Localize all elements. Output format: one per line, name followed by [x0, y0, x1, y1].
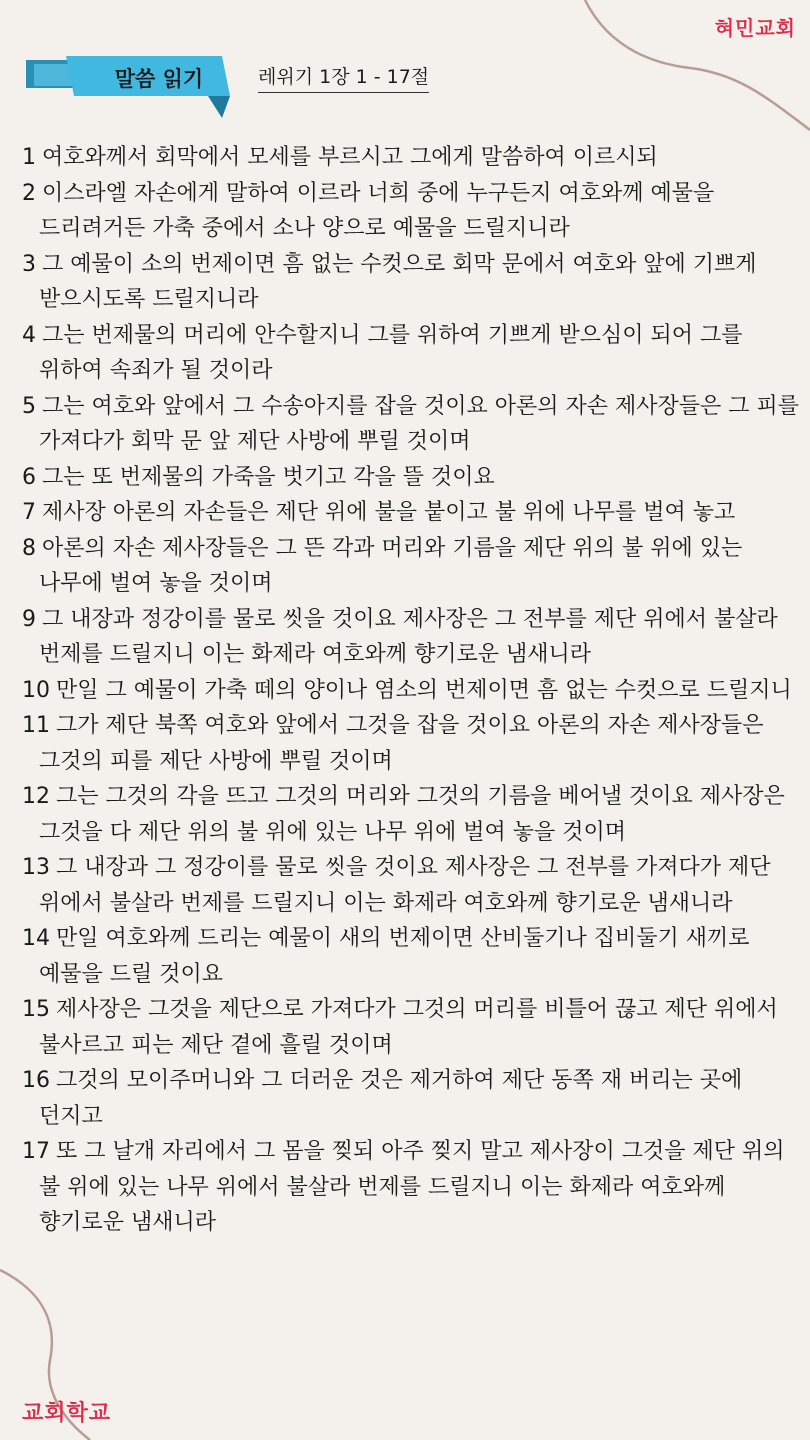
- verse-number: 12: [22, 784, 50, 809]
- verse-text: 그는 그것의 각을 뜨고 그것의 머리와 그것의 기름을 베어낼 것이요 제사장은 그것을 다 제단 위의 불 위에 있는 나무 위에 벌여 놓을 것이며: [39, 784, 785, 845]
- verse-number: 8: [22, 535, 36, 561]
- verse-text: 그는 여호와 앞에서 그 수송아지를 잡을 것이요 아론의 자손 제사장들은 그 피를 가져다가 회막 문 앞 제단 사방에 뿌릴 것이며: [39, 393, 799, 454]
- section-badge: [26, 56, 230, 118]
- verse-16: [22, 1063, 800, 1134]
- verse-text: 그것의 모이주머니와 그 더러운 것은 제거하여 제단 동쪽 재 버리는 곳에 던지고: [39, 1068, 743, 1129]
- verse-6: [22, 460, 800, 496]
- verse-text: 또 그 날개 자리에서 그 몸을 찢되 아주 찢지 말고 제사장이 그것을 제단 위의 불 위에 있는 나무 위에서 불살라 번제를 드릴지니 이는 화제라 여호와께 향기로운 냄새니라: [39, 1139, 785, 1235]
- verse-number: 4: [22, 322, 36, 348]
- verse-1: [22, 140, 800, 176]
- verse-number: 1: [22, 145, 36, 170]
- verse-9: [22, 602, 800, 673]
- verse-7: [22, 495, 800, 531]
- verse-number: 7: [22, 500, 36, 525]
- verse-number: 14: [22, 926, 50, 951]
- verse-15: [22, 992, 800, 1063]
- verse-number: 11: [22, 713, 50, 738]
- verse-number: 9: [22, 606, 36, 632]
- scripture-reference: 레위기 1장 1 - 17절: [258, 62, 429, 93]
- verse-5: [22, 389, 800, 460]
- verse-text: 그 예물이 소의 번제이면 흠 없는 수컷으로 회막 문에서 여호와 앞에 기쁘게 받으시도록 드릴지니라: [39, 251, 757, 312]
- verse-number: 13: [22, 855, 50, 880]
- verse-number: 15: [22, 997, 50, 1022]
- verse-2: [22, 176, 800, 247]
- verse-14: [22, 921, 800, 992]
- verse-10: [22, 673, 800, 709]
- sunday-school-logo: 교회학교: [22, 1401, 112, 1426]
- verse-12: [22, 779, 800, 850]
- verse-8: [22, 531, 800, 602]
- verse-text: 이스라엘 자손에게 말하여 이르라 너희 중에 누구든지 여호와께 예물을 드리려거든 가축 중에서 소나 양으로 예물을 드릴지니라: [39, 180, 715, 241]
- verse-text: 만일 그 예물이 가축 떼의 양이나 염소의 번제이면 흠 없는 수컷으로 드릴지니: [56, 677, 792, 703]
- verse-number: 10: [22, 677, 50, 703]
- verse-3: [22, 247, 800, 318]
- verse-number: 6: [22, 464, 36, 490]
- verse-text: 제사장은 그것을 제단으로 가져다가 그것의 머리를 비틀어 끊고 제단 위에서 불사르고 피는 제단 곁에 흘릴 것이며: [39, 997, 778, 1058]
- verse-text: 그는 번제물의 머리에 안수할지니 그를 위하여 기쁘게 받으심이 되어 그를 위하여 속죄가 될 것이라: [39, 322, 743, 383]
- verse-text: 아론의 자손 제사장들은 그 뜬 각과 머리와 기름을 제단 위의 불 위에 있는 나무에 벌여 놓을 것이며: [39, 535, 743, 596]
- verse-text: 만일 여호와께 드리는 예물이 새의 번제이면 산비둘기나 집비둘기 새끼로 예물을 드릴 것이요: [39, 926, 750, 987]
- verse-4: [22, 318, 800, 389]
- verse-list: [22, 140, 800, 1241]
- verse-13: [22, 850, 800, 921]
- verse-number: 5: [22, 393, 36, 419]
- verse-text: 여호와께서 회막에서 모세를 부르시고 그에게 말씀하여 이르시되: [42, 145, 658, 170]
- verse-text: 그가 제단 북쪽 여호와 앞에서 그것을 잡을 것이요 아론의 자손 제사장들은 그것의 피를 제단 사방에 뿌릴 것이며: [39, 713, 764, 774]
- verse-number: 16: [22, 1068, 50, 1093]
- verse-17: [22, 1134, 800, 1241]
- verse-number: 2: [22, 180, 36, 206]
- verse-text: 그 내장과 그 정강이를 물로 씻을 것이요 제사장은 그 전부를 가져다가 제단 위에서 불살라 번제를 드릴지니 이는 화제라 여호와께 향기로운 냄새니라: [39, 855, 771, 916]
- church-logo: 혀민교회: [714, 16, 796, 40]
- verse-text: 그는 또 번제물의 가죽을 벗기고 각을 뜰 것이요: [42, 464, 495, 490]
- verse-11: [22, 708, 800, 779]
- verse-number: 17: [22, 1139, 50, 1164]
- verse-text: 그 내장과 정강이를 물로 씻을 것이요 제사장은 그 전부를 제단 위에서 불살라 번제를 드릴지니 이는 화제라 여호와께 향기로운 냄새니라: [39, 606, 778, 667]
- verse-text: 제사장 아론의 자손들은 제단 위에 불을 붙이고 불 위에 나무를 벌여 놓고: [42, 500, 736, 525]
- badge-label: 말씀 읽기: [114, 67, 204, 91]
- verse-number: 3: [22, 251, 36, 277]
